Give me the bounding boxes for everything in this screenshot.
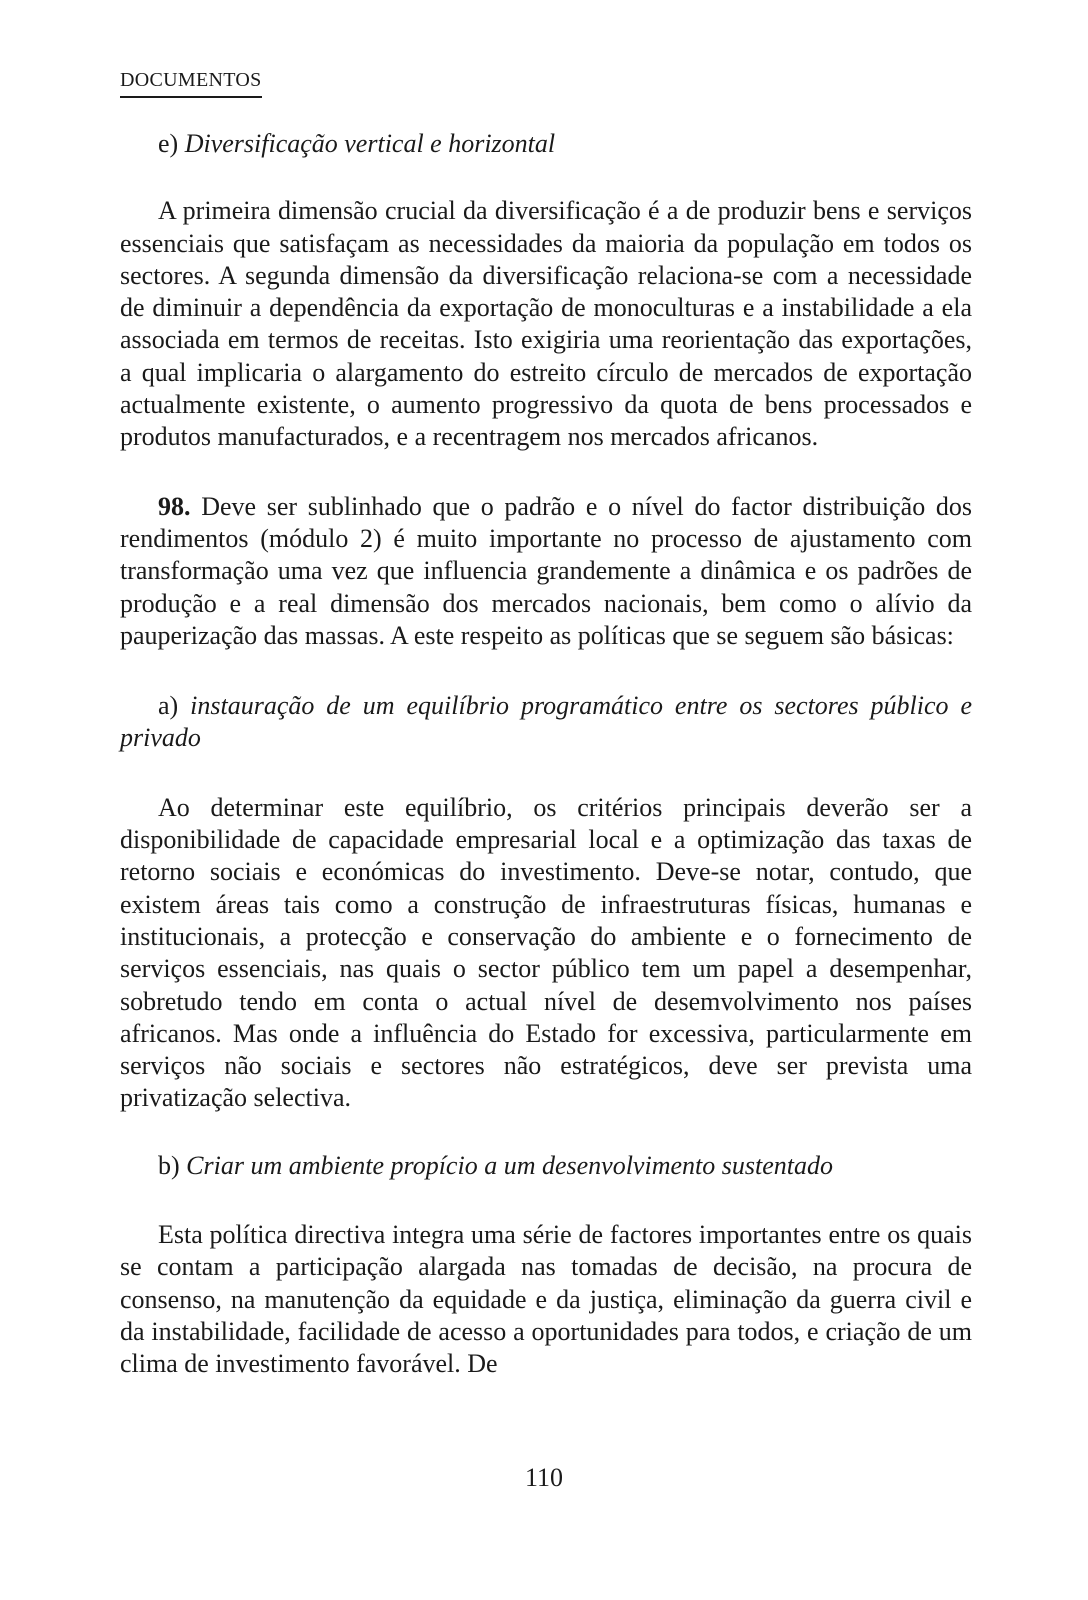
section-e-paragraph: A primeira dimensão crucial da diversificação é a de produzir bens e serviços essenciais que satisfaçam as necessidades da maioria da população em todos os sectores. A segunda dimensão da diversificação relaciona-se com a necessidade de diminuir a dependência da exportação de monoculturas e a instabilidade a ela associada em termos de receitas. Isto exigiria uma reorientação das exportações, a qual implicaria o alargamento do estreito círculo de mercados de exportação actualmente existente, o aumento progressivo da quota de bens processados e produtos manufacturados, e a recentragem nos mercados africanos. bbox=[120, 196, 972, 452]
page-number: 110 bbox=[524, 1463, 564, 1492]
page-body bbox=[120, 128, 972, 1381]
section-a-paragraph: Ao determinar este equilíbrio, os critérios principais deverão ser a disponibilidade de capacidade empresarial local e a optimização das taxas de retorno sociais e económicas do investimento. Deve-se notar, contudo, que existem áreas tais como a construção de infraestruturas físicas, humanas e institucionais, a protecção e conservação do ambiente e o fornecimento de serviços essenciais, nas quais o sector público tem um papel a desempenhar, sobretudo tendo em conta o actual nível de desemvolvimento nos países africanos. Mas onde a influência do Estado for excessiva, particularmente em serviços não sociais e sectores não estratégicos, deve ser prevista uma privatização selectiva. bbox=[120, 792, 972, 1113]
section-b-paragraph: Esta política directiva integra uma série de factores importantes entre os quais se contam a participação alargada nas tomadas de decisão, na procura de consenso, na manutenção da equidade e da justiça, eliminação da guerra civil e da instabilidade, facilidade de acesso a oportunidades para todos, e criação de um clima de investimento favorável. De bbox=[120, 1220, 972, 1379]
paragraph-98-text: Deve ser sublinhado que o padrão e o nível do factor distribuição dos rendimentos (módulo 2) é muito importante no processo de ajustamento com transformação uma vez que influencia grandemente a dinâmica e os padrões de produção e a real dimensão dos mercados nacionais, bem como o alívio da pauperização das massas. A este respeito as políticas que se seguem são básicas: bbox=[120, 491, 972, 650]
section-b-marker: b) bbox=[158, 1150, 180, 1180]
paragraph-98 bbox=[120, 491, 972, 652]
section-b-title: Criar um ambiente propício a um desenvolvimento sustentado bbox=[186, 1150, 833, 1180]
section-a-heading bbox=[120, 690, 972, 755]
section-e-heading bbox=[120, 128, 972, 160]
paragraph-number: 98. bbox=[158, 491, 191, 521]
section-e-marker: e) bbox=[158, 129, 179, 158]
section-b-heading bbox=[120, 1150, 972, 1182]
running-head: DOCUMENTOS bbox=[120, 68, 262, 98]
section-a-title: instauração de um equilíbrio programático entre os sectores público e privado bbox=[120, 691, 972, 753]
section-a-marker: a) bbox=[158, 691, 179, 721]
section-e-title: Diversificação vertical e horizontal bbox=[184, 129, 556, 158]
